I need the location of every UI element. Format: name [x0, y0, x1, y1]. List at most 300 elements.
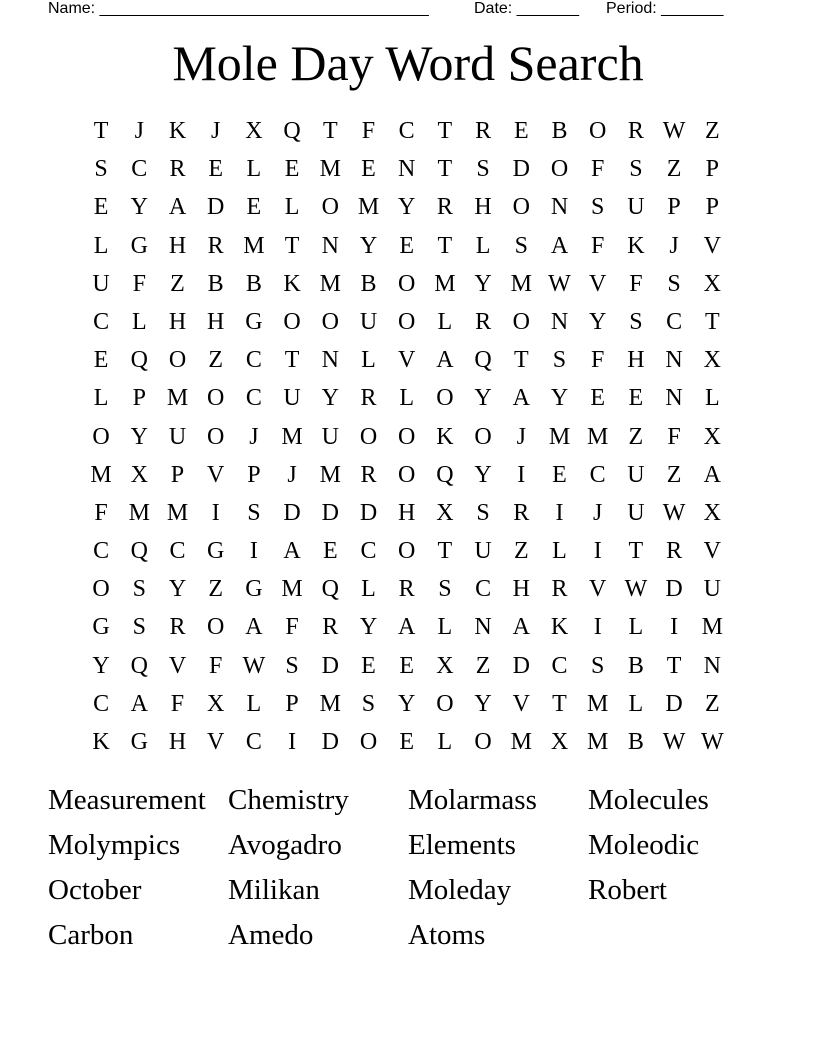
grid-letter[interactable]: T: [437, 118, 453, 144]
grid-letter[interactable]: X: [703, 347, 721, 374]
grid-letter[interactable]: U: [474, 538, 492, 565]
grid-letter[interactable]: E: [246, 194, 262, 221]
grid-letter[interactable]: S: [438, 576, 452, 603]
grid-letter[interactable]: I: [211, 499, 220, 526]
grid-letter[interactable]: C: [589, 461, 606, 488]
grid-letter[interactable]: P: [705, 156, 719, 183]
grid-letter[interactable]: I: [670, 614, 679, 641]
grid-letter[interactable]: P: [285, 690, 299, 717]
grid-letter[interactable]: R: [475, 118, 492, 144]
grid-letter[interactable]: S: [94, 156, 108, 183]
grid-letter[interactable]: P: [705, 194, 719, 221]
grid-letter[interactable]: O: [359, 423, 378, 450]
grid-letter[interactable]: A: [398, 614, 416, 641]
grid-letter[interactable]: O: [207, 614, 225, 641]
grid-letter[interactable]: S: [476, 499, 490, 526]
grid-letter[interactable]: A: [245, 614, 263, 641]
grid-row: [82, 723, 734, 761]
grid-letter[interactable]: P: [247, 461, 261, 488]
grid-letter[interactable]: Y: [359, 232, 378, 259]
grid-letter[interactable]: C: [475, 576, 492, 603]
grid-letter[interactable]: E: [513, 118, 529, 144]
grid-letter[interactable]: O: [92, 423, 110, 450]
grid-letter[interactable]: Z: [208, 347, 224, 374]
grid-letter[interactable]: Z: [475, 652, 491, 679]
grid-letter[interactable]: L: [93, 385, 109, 412]
grid-letter[interactable]: Y: [321, 385, 339, 412]
grid-letter[interactable]: W: [662, 729, 686, 755]
grid-letter[interactable]: O: [321, 308, 339, 335]
grid-letter[interactable]: E: [399, 652, 415, 679]
grid-letter[interactable]: L: [475, 232, 491, 259]
grid-letter[interactable]: R: [627, 118, 644, 144]
grid-letter[interactable]: T: [93, 118, 109, 144]
grid-letter[interactable]: D: [512, 652, 530, 679]
grid-letter[interactable]: O: [283, 308, 301, 335]
grid-letter[interactable]: M: [357, 194, 380, 221]
grid-row: [82, 112, 734, 150]
grid-letter[interactable]: E: [399, 232, 415, 259]
grid-letter[interactable]: X: [703, 423, 721, 450]
grid-letter[interactable]: B: [627, 729, 644, 755]
grid-letter[interactable]: Y: [398, 194, 416, 221]
grid-letter[interactable]: D: [207, 194, 225, 221]
grid-letter[interactable]: Q: [130, 652, 148, 679]
grid-letter[interactable]: O: [398, 308, 416, 335]
grid-letter[interactable]: M: [319, 270, 341, 297]
grid-letter[interactable]: K: [168, 118, 187, 144]
grid-letter[interactable]: E: [552, 461, 567, 488]
grid-letter[interactable]: M: [510, 270, 532, 297]
word-list-item: Robert: [588, 874, 667, 906]
grid-letter[interactable]: L: [628, 690, 644, 717]
grid-letter[interactable]: R: [360, 461, 377, 488]
grid-letter[interactable]: H: [398, 499, 416, 526]
grid-letter[interactable]: W: [242, 652, 266, 679]
grid-letter[interactable]: S: [591, 652, 605, 679]
grid-row: [82, 494, 734, 532]
grid-letter[interactable]: E: [399, 729, 415, 755]
grid-letter[interactable]: D: [359, 499, 378, 526]
grid-letter[interactable]: Y: [474, 270, 492, 297]
grid-letter[interactable]: G: [245, 308, 263, 335]
grid-letter[interactable]: D: [665, 576, 683, 603]
grid-letter[interactable]: O: [512, 308, 530, 335]
grid-letter[interactable]: A: [512, 614, 530, 641]
grid-letter[interactable]: T: [666, 652, 682, 679]
grid-letter[interactable]: S: [591, 194, 605, 221]
word-list-row: [48, 913, 768, 958]
grid-letter[interactable]: Q: [130, 347, 148, 374]
grid-letter[interactable]: N: [550, 308, 569, 335]
grid-letter[interactable]: I: [555, 499, 564, 526]
grid-letter[interactable]: U: [627, 461, 645, 488]
grid-letter[interactable]: R: [169, 156, 186, 183]
grid-letter[interactable]: T: [284, 232, 300, 259]
grid-letter[interactable]: B: [245, 270, 262, 297]
grid-letter[interactable]: D: [321, 499, 339, 526]
grid-letter[interactable]: O: [550, 156, 569, 183]
grid-letter[interactable]: I: [249, 538, 258, 565]
grid-letter[interactable]: H: [474, 194, 492, 221]
grid-letter[interactable]: F: [591, 347, 605, 374]
grid-letter[interactable]: R: [398, 576, 415, 603]
grid-letter[interactable]: O: [512, 194, 530, 221]
grid-letter[interactable]: S: [552, 347, 567, 374]
grid-letter[interactable]: B: [360, 270, 377, 297]
grid-letter[interactable]: D: [665, 690, 683, 717]
grid-letter[interactable]: V: [398, 347, 416, 374]
grid-letter[interactable]: S: [514, 232, 528, 259]
grid-letter[interactable]: V: [703, 538, 721, 565]
grid-letter[interactable]: Y: [168, 576, 187, 603]
grid-letter[interactable]: O: [398, 461, 416, 488]
grid-letter[interactable]: P: [132, 385, 146, 412]
grid-letter[interactable]: V: [207, 461, 225, 488]
grid-letter[interactable]: G: [207, 538, 225, 565]
grid-letter[interactable]: I: [593, 538, 602, 565]
grid-letter[interactable]: X: [436, 499, 454, 526]
grid-letter[interactable]: N: [321, 347, 339, 374]
grid-letter[interactable]: J: [669, 232, 679, 259]
grid-letter[interactable]: L: [628, 614, 644, 641]
grid-letter[interactable]: G: [130, 729, 148, 755]
grid-letter[interactable]: C: [93, 308, 110, 335]
grid-letter[interactable]: B: [627, 652, 644, 679]
grid-letter[interactable]: S: [629, 156, 643, 183]
grid-letter[interactable]: M: [587, 729, 609, 755]
grid-letter[interactable]: C: [398, 118, 415, 144]
grid-letter[interactable]: X: [550, 729, 569, 755]
grid-letter[interactable]: H: [627, 347, 645, 374]
grid-letter[interactable]: T: [437, 538, 453, 565]
grid-letter[interactable]: G: [92, 614, 110, 641]
grid-letter[interactable]: J: [593, 499, 603, 526]
grid-letter[interactable]: M: [128, 499, 150, 526]
grid-letter[interactable]: T: [284, 347, 300, 374]
grid-letter[interactable]: M: [510, 729, 532, 755]
grid-letter[interactable]: Z: [628, 423, 644, 450]
grid-letter[interactable]: L: [437, 614, 453, 641]
grid-letter[interactable]: C: [551, 652, 568, 679]
grid-letter[interactable]: K: [550, 614, 569, 641]
date-field[interactable]: Date: _______: [474, 0, 579, 17]
grid-letter[interactable]: W: [624, 576, 648, 603]
grid-letter[interactable]: R: [666, 538, 683, 565]
grid-letter[interactable]: N: [550, 194, 569, 221]
grid-letter[interactable]: T: [513, 347, 529, 374]
grid-letter[interactable]: D: [512, 156, 530, 183]
grid-letter[interactable]: H: [168, 232, 187, 259]
grid-letter[interactable]: F: [629, 270, 643, 297]
grid-row: [82, 647, 734, 685]
grid-letter[interactable]: T: [704, 308, 720, 335]
word-list-row: [48, 823, 768, 868]
grid-letter[interactable]: W: [662, 499, 686, 526]
grid-letter[interactable]: U: [321, 423, 339, 450]
grid-letter[interactable]: J: [516, 423, 526, 450]
grid-letter[interactable]: N: [665, 347, 683, 374]
grid-letter[interactable]: A: [130, 690, 148, 717]
grid-letter[interactable]: P: [170, 461, 185, 488]
grid-letter[interactable]: R: [360, 385, 377, 412]
grid-letter[interactable]: W: [700, 729, 724, 755]
grid-letter[interactable]: Y: [474, 385, 492, 412]
grid-letter[interactable]: R: [436, 194, 453, 221]
grid-letter[interactable]: A: [550, 232, 569, 259]
period-field[interactable]: Period: _______: [606, 0, 724, 17]
grid-letter[interactable]: Y: [474, 690, 492, 717]
grid-letter[interactable]: Z: [170, 270, 185, 297]
grid-letter[interactable]: M: [701, 614, 723, 641]
grid-letter[interactable]: X: [130, 461, 148, 488]
grid-letter[interactable]: S: [361, 690, 376, 717]
grid-letter[interactable]: Q: [436, 461, 454, 488]
grid-letter[interactable]: K: [436, 423, 454, 450]
grid-letter[interactable]: V: [512, 690, 530, 717]
name-field[interactable]: Name: _____________________________________: [48, 0, 429, 17]
grid-letter[interactable]: V: [589, 270, 607, 297]
grid-letter[interactable]: M: [319, 461, 341, 488]
grid-letter[interactable]: E: [208, 156, 224, 183]
grid-letter[interactable]: Y: [130, 194, 148, 221]
grid-letter[interactable]: H: [168, 308, 187, 335]
grid-letter[interactable]: E: [628, 385, 644, 412]
grid-letter[interactable]: O: [398, 423, 416, 450]
grid-letter[interactable]: K: [92, 729, 110, 755]
grid-letter[interactable]: X: [245, 118, 263, 144]
grid-letter[interactable]: D: [321, 652, 339, 679]
grid-letter[interactable]: C: [245, 729, 262, 755]
grid-letter[interactable]: O: [474, 423, 492, 450]
grid-letter[interactable]: O: [359, 729, 378, 755]
grid-letter[interactable]: M: [243, 232, 265, 259]
grid-letter[interactable]: J: [134, 118, 144, 144]
grid-letter[interactable]: F: [94, 499, 108, 526]
grid-letter[interactable]: L: [361, 347, 376, 374]
grid-letter[interactable]: S: [667, 270, 681, 297]
grid-letter[interactable]: Z: [704, 118, 720, 144]
grid-letter[interactable]: F: [591, 232, 605, 259]
grid-letter[interactable]: O: [436, 690, 454, 717]
grid-letter[interactable]: C: [245, 385, 262, 412]
grid-letter[interactable]: O: [321, 194, 339, 221]
grid-letter[interactable]: L: [437, 729, 453, 755]
grid-letter[interactable]: P: [667, 194, 681, 221]
grid-letter[interactable]: S: [132, 576, 146, 603]
grid-letter[interactable]: T: [628, 538, 644, 565]
grid-letter[interactable]: L: [246, 156, 262, 183]
grid-letter[interactable]: Q: [474, 347, 492, 374]
grid-letter[interactable]: E: [93, 194, 109, 221]
grid-letter[interactable]: X: [703, 270, 721, 297]
grid-letter[interactable]: W: [662, 118, 686, 144]
grid-letter[interactable]: O: [398, 270, 416, 297]
grid-letter[interactable]: D: [283, 499, 301, 526]
grid-letter[interactable]: G: [130, 232, 148, 259]
grid-letter[interactable]: B: [207, 270, 224, 297]
grid-letter[interactable]: Y: [398, 690, 416, 717]
grid-letter[interactable]: Q: [321, 576, 339, 603]
grid-letter[interactable]: O: [168, 347, 187, 374]
grid-letter[interactable]: L: [704, 385, 720, 412]
grid-letter[interactable]: U: [92, 270, 110, 297]
grid-letter[interactable]: O: [398, 538, 416, 565]
grid-letter[interactable]: S: [132, 614, 146, 641]
grid-letter[interactable]: E: [361, 652, 376, 679]
grid-letter[interactable]: S: [476, 156, 490, 183]
grid-letter[interactable]: M: [319, 156, 341, 183]
grid-letter[interactable]: M: [587, 690, 609, 717]
grid-letter[interactable]: N: [474, 614, 492, 641]
grid-letter[interactable]: L: [399, 385, 415, 412]
grid-letter[interactable]: U: [627, 194, 645, 221]
grid-letter[interactable]: A: [436, 347, 454, 374]
grid-letter[interactable]: I: [288, 729, 297, 755]
grid-letter[interactable]: M: [281, 423, 303, 450]
word-list-row: [48, 778, 768, 823]
grid-letter[interactable]: A: [703, 461, 721, 488]
grid-letter[interactable]: H: [168, 729, 187, 755]
grid-letter[interactable]: V: [207, 729, 225, 755]
grid-letter[interactable]: C: [131, 156, 148, 183]
grid-letter[interactable]: U: [627, 499, 645, 526]
grid-letter[interactable]: E: [284, 156, 300, 183]
grid-letter[interactable]: F: [132, 270, 146, 297]
grid-letter[interactable]: E: [361, 156, 376, 183]
grid-letter[interactable]: Q: [283, 118, 301, 144]
grid-letter[interactable]: H: [512, 576, 530, 603]
grid-letter[interactable]: U: [703, 576, 721, 603]
grid-letter[interactable]: R: [207, 232, 224, 259]
grid-letter[interactable]: R: [551, 576, 568, 603]
grid-letter[interactable]: L: [246, 690, 262, 717]
grid-letter[interactable]: M: [434, 270, 456, 297]
grid-letter[interactable]: N: [398, 156, 416, 183]
grid-letter[interactable]: Y: [550, 385, 569, 412]
grid-letter[interactable]: M: [281, 576, 303, 603]
grid-letter[interactable]: Y: [589, 308, 607, 335]
grid-letter[interactable]: T: [437, 232, 453, 259]
grid-letter[interactable]: K: [283, 270, 301, 297]
grid-letter[interactable]: Y: [359, 614, 378, 641]
grid-letter[interactable]: G: [245, 576, 263, 603]
grid-letter[interactable]: V: [589, 576, 607, 603]
grid-letter[interactable]: I: [593, 614, 602, 641]
grid-letter[interactable]: O: [207, 423, 225, 450]
grid-letter[interactable]: M: [166, 499, 189, 526]
grid-letter[interactable]: C: [360, 538, 377, 565]
grid-letter[interactable]: C: [93, 690, 110, 717]
grid-letter[interactable]: U: [359, 308, 378, 335]
grid-letter[interactable]: O: [589, 118, 607, 144]
grid-letter[interactable]: K: [627, 232, 645, 259]
grid-letter[interactable]: M: [548, 423, 571, 450]
grid-letter[interactable]: R: [169, 614, 186, 641]
grid-letter[interactable]: O: [92, 576, 110, 603]
grid-letter[interactable]: L: [284, 194, 300, 221]
grid-letter[interactable]: L: [93, 232, 109, 259]
grid-letter[interactable]: R: [475, 308, 492, 335]
grid-letter[interactable]: O: [474, 729, 492, 755]
grid-letter[interactable]: C: [245, 347, 262, 374]
grid-letter[interactable]: E: [322, 538, 338, 565]
grid-letter[interactable]: T: [552, 690, 567, 717]
grid-letter[interactable]: H: [207, 308, 225, 335]
grid-letter[interactable]: F: [209, 652, 223, 679]
grid-letter[interactable]: J: [287, 461, 297, 488]
grid-letter[interactable]: A: [168, 194, 187, 221]
grid-letter[interactable]: E: [93, 347, 109, 374]
grid-letter[interactable]: B: [551, 118, 568, 144]
grid-letter[interactable]: N: [703, 652, 721, 679]
grid-letter[interactable]: S: [285, 652, 299, 679]
grid-letter[interactable]: Z: [666, 156, 682, 183]
grid-letter[interactable]: V: [168, 652, 187, 679]
grid-letter[interactable]: F: [667, 423, 681, 450]
grid-letter[interactable]: L: [437, 308, 453, 335]
grid-letter[interactable]: Z: [513, 538, 529, 565]
grid-letter[interactable]: V: [703, 232, 721, 259]
grid-letter[interactable]: Z: [704, 690, 720, 717]
grid-letter[interactable]: A: [283, 538, 301, 565]
grid-letter[interactable]: M: [166, 385, 189, 412]
grid-letter[interactable]: L: [361, 576, 376, 603]
grid-letter[interactable]: Q: [130, 538, 148, 565]
grid-letter[interactable]: F: [361, 118, 376, 144]
grid-letter[interactable]: M: [319, 690, 341, 717]
grid-letter[interactable]: X: [703, 499, 721, 526]
grid-letter[interactable]: R: [322, 614, 339, 641]
grid-letter[interactable]: O: [436, 385, 454, 412]
grid-letter[interactable]: M: [90, 461, 112, 488]
grid-letter[interactable]: U: [283, 385, 301, 412]
grid-letter[interactable]: T: [437, 156, 453, 183]
grid-letter[interactable]: U: [168, 423, 187, 450]
grid-letter[interactable]: A: [512, 385, 530, 412]
grid-letter[interactable]: L: [552, 538, 567, 565]
grid-letter[interactable]: J: [211, 118, 221, 144]
grid-letter[interactable]: O: [207, 385, 225, 412]
grid-letter[interactable]: C: [93, 538, 110, 565]
grid-letter[interactable]: I: [517, 461, 526, 488]
grid-letter[interactable]: F: [170, 690, 185, 717]
grid-letter[interactable]: X: [436, 652, 454, 679]
grid-letter[interactable]: R: [513, 499, 530, 526]
grid-letter[interactable]: S: [629, 308, 643, 335]
grid-letter[interactable]: Y: [474, 461, 492, 488]
grid-letter[interactable]: W: [548, 270, 571, 297]
grid-letter[interactable]: F: [285, 614, 299, 641]
grid-letter[interactable]: D: [321, 729, 339, 755]
grid-letter[interactable]: T: [322, 118, 338, 144]
grid-letter[interactable]: M: [587, 423, 609, 450]
grid-letter[interactable]: N: [321, 232, 339, 259]
grid-letter[interactable]: N: [665, 385, 683, 412]
grid-letter[interactable]: J: [249, 423, 259, 450]
grid-letter[interactable]: Z: [208, 576, 224, 603]
grid-letter[interactable]: F: [591, 156, 605, 183]
grid-letter[interactable]: L: [131, 308, 147, 335]
grid-letter[interactable]: E: [590, 385, 606, 412]
grid-letter[interactable]: Y: [92, 652, 110, 679]
grid-letter[interactable]: C: [666, 308, 683, 335]
grid-letter[interactable]: S: [247, 499, 261, 526]
grid-letter[interactable]: Y: [130, 423, 148, 450]
grid-letter[interactable]: X: [207, 690, 225, 717]
grid-letter[interactable]: Z: [666, 461, 682, 488]
grid-letter[interactable]: C: [169, 538, 186, 565]
